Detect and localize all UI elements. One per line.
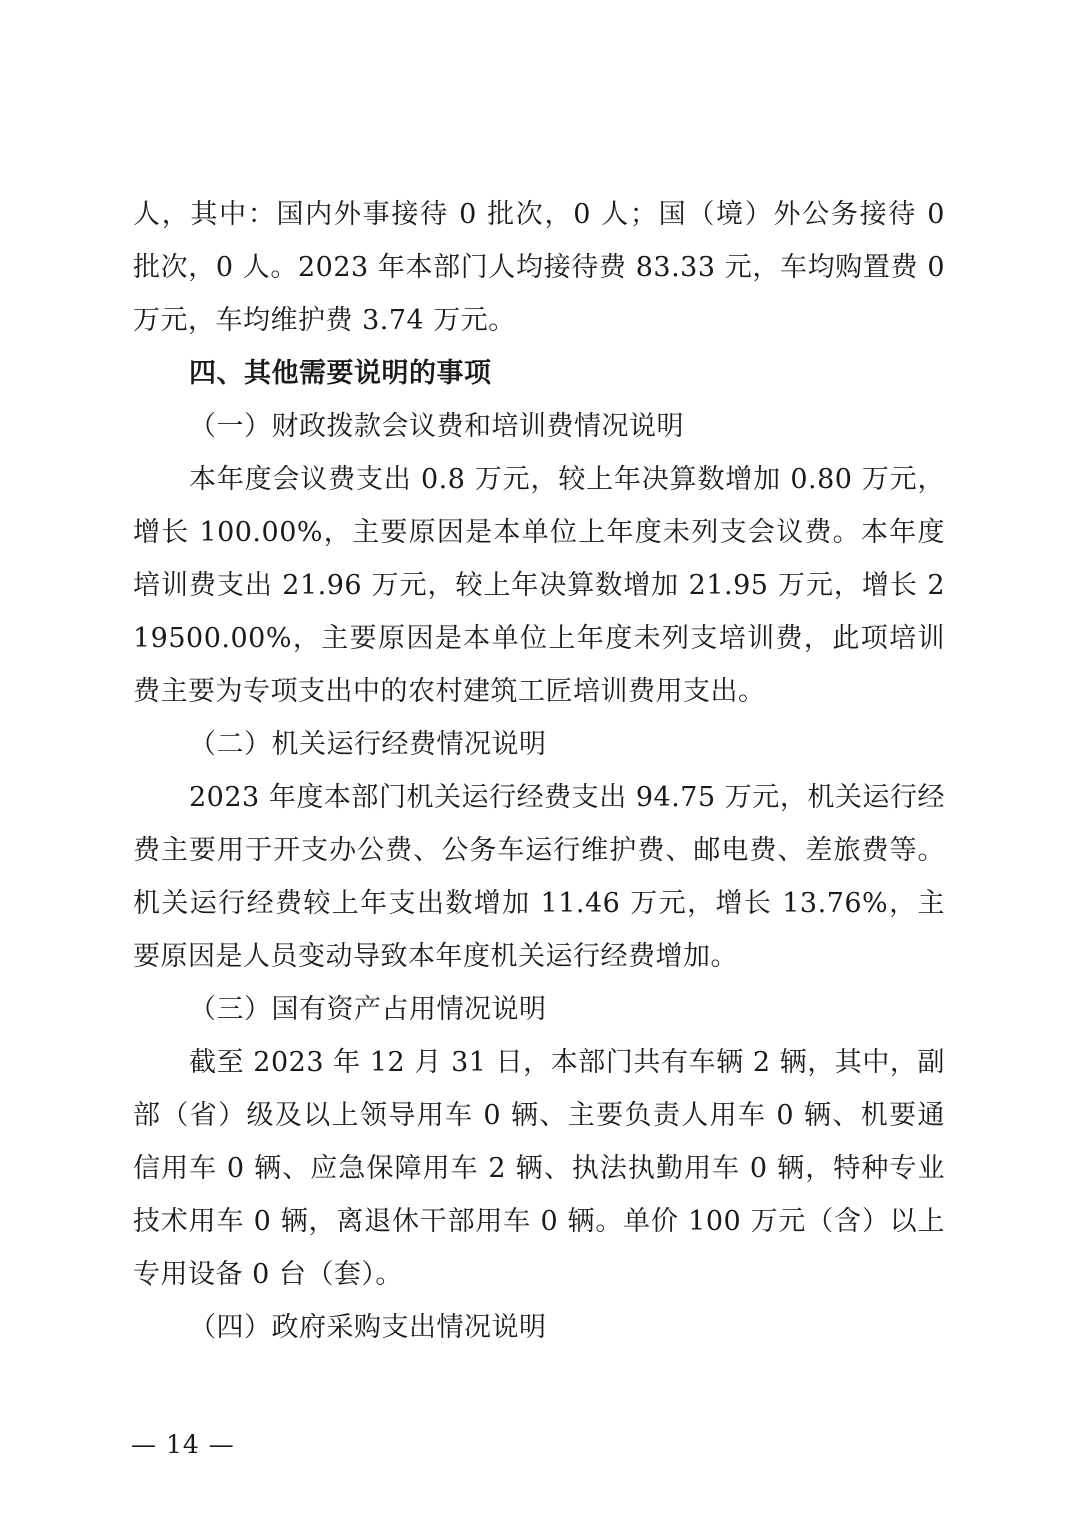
reception-continuation-paragraph: 人，其中：国内外事接待 0 批次，0 人；国（境）外公务接待 0 批次，0 人。2023 年本部门人均接待费 83.33 元，车均购置费 0 万元，车均维护费 3.74 万元。 xyxy=(133,199,945,336)
operating-expense-heading: （二）机关运行经费情况说明 xyxy=(189,729,547,760)
state-assets-heading: （三）国有资产占用情况说明 xyxy=(189,994,547,1025)
meeting-training-paragraph: 本年度会议费支出 0.8 万元，较上年决算数增加 0.80 万元，增长 100.00%，主要原因是本单位上年度未列支会议费。本年度培训费支出 21.96 万元，较上年决算数增加 21.95 万元，增长 219500.00%，主要原因是本单位上年度未列支培训费，此项培训费主要为专项支出中的农村建筑工匠培训费用支出。 xyxy=(133,464,945,707)
operating-expense-paragraph: 2023 年度本部门机关运行经费支出 94.75 万元，机关运行经费主要用于开支办公费、公务车运行维护费、邮电费、差旅费等。机关运行经费较上年支出数增加 11.46 万元，增长 13.76%，主要原因是人员变动导致本年度机关运行经费增加。 xyxy=(133,782,945,972)
meeting-training-heading: （一）财政拨款会议费和培训费情况说明 xyxy=(189,411,684,442)
section-four-heading: 四、其他需要说明的事项 xyxy=(189,358,492,389)
document-body xyxy=(133,188,945,1354)
page-number: — 14 — xyxy=(131,1430,235,1459)
state-assets-paragraph: 截至 2023 年 12 月 31 日，本部门共有车辆 2 辆，其中，副部（省）级及以上领导用车 0 辆、主要负责人用车 0 辆、机要通信用车 0 辆、应急保障用车 2 辆、执法执勤用车 0 辆，特种专业技术用车 0 辆，离退休干部用车 0 辆。单价 100 万元（含）以上专用设备 0 台（套）。 xyxy=(133,1047,945,1290)
government-procurement-heading: （四）政府采购支出情况说明 xyxy=(189,1312,547,1343)
